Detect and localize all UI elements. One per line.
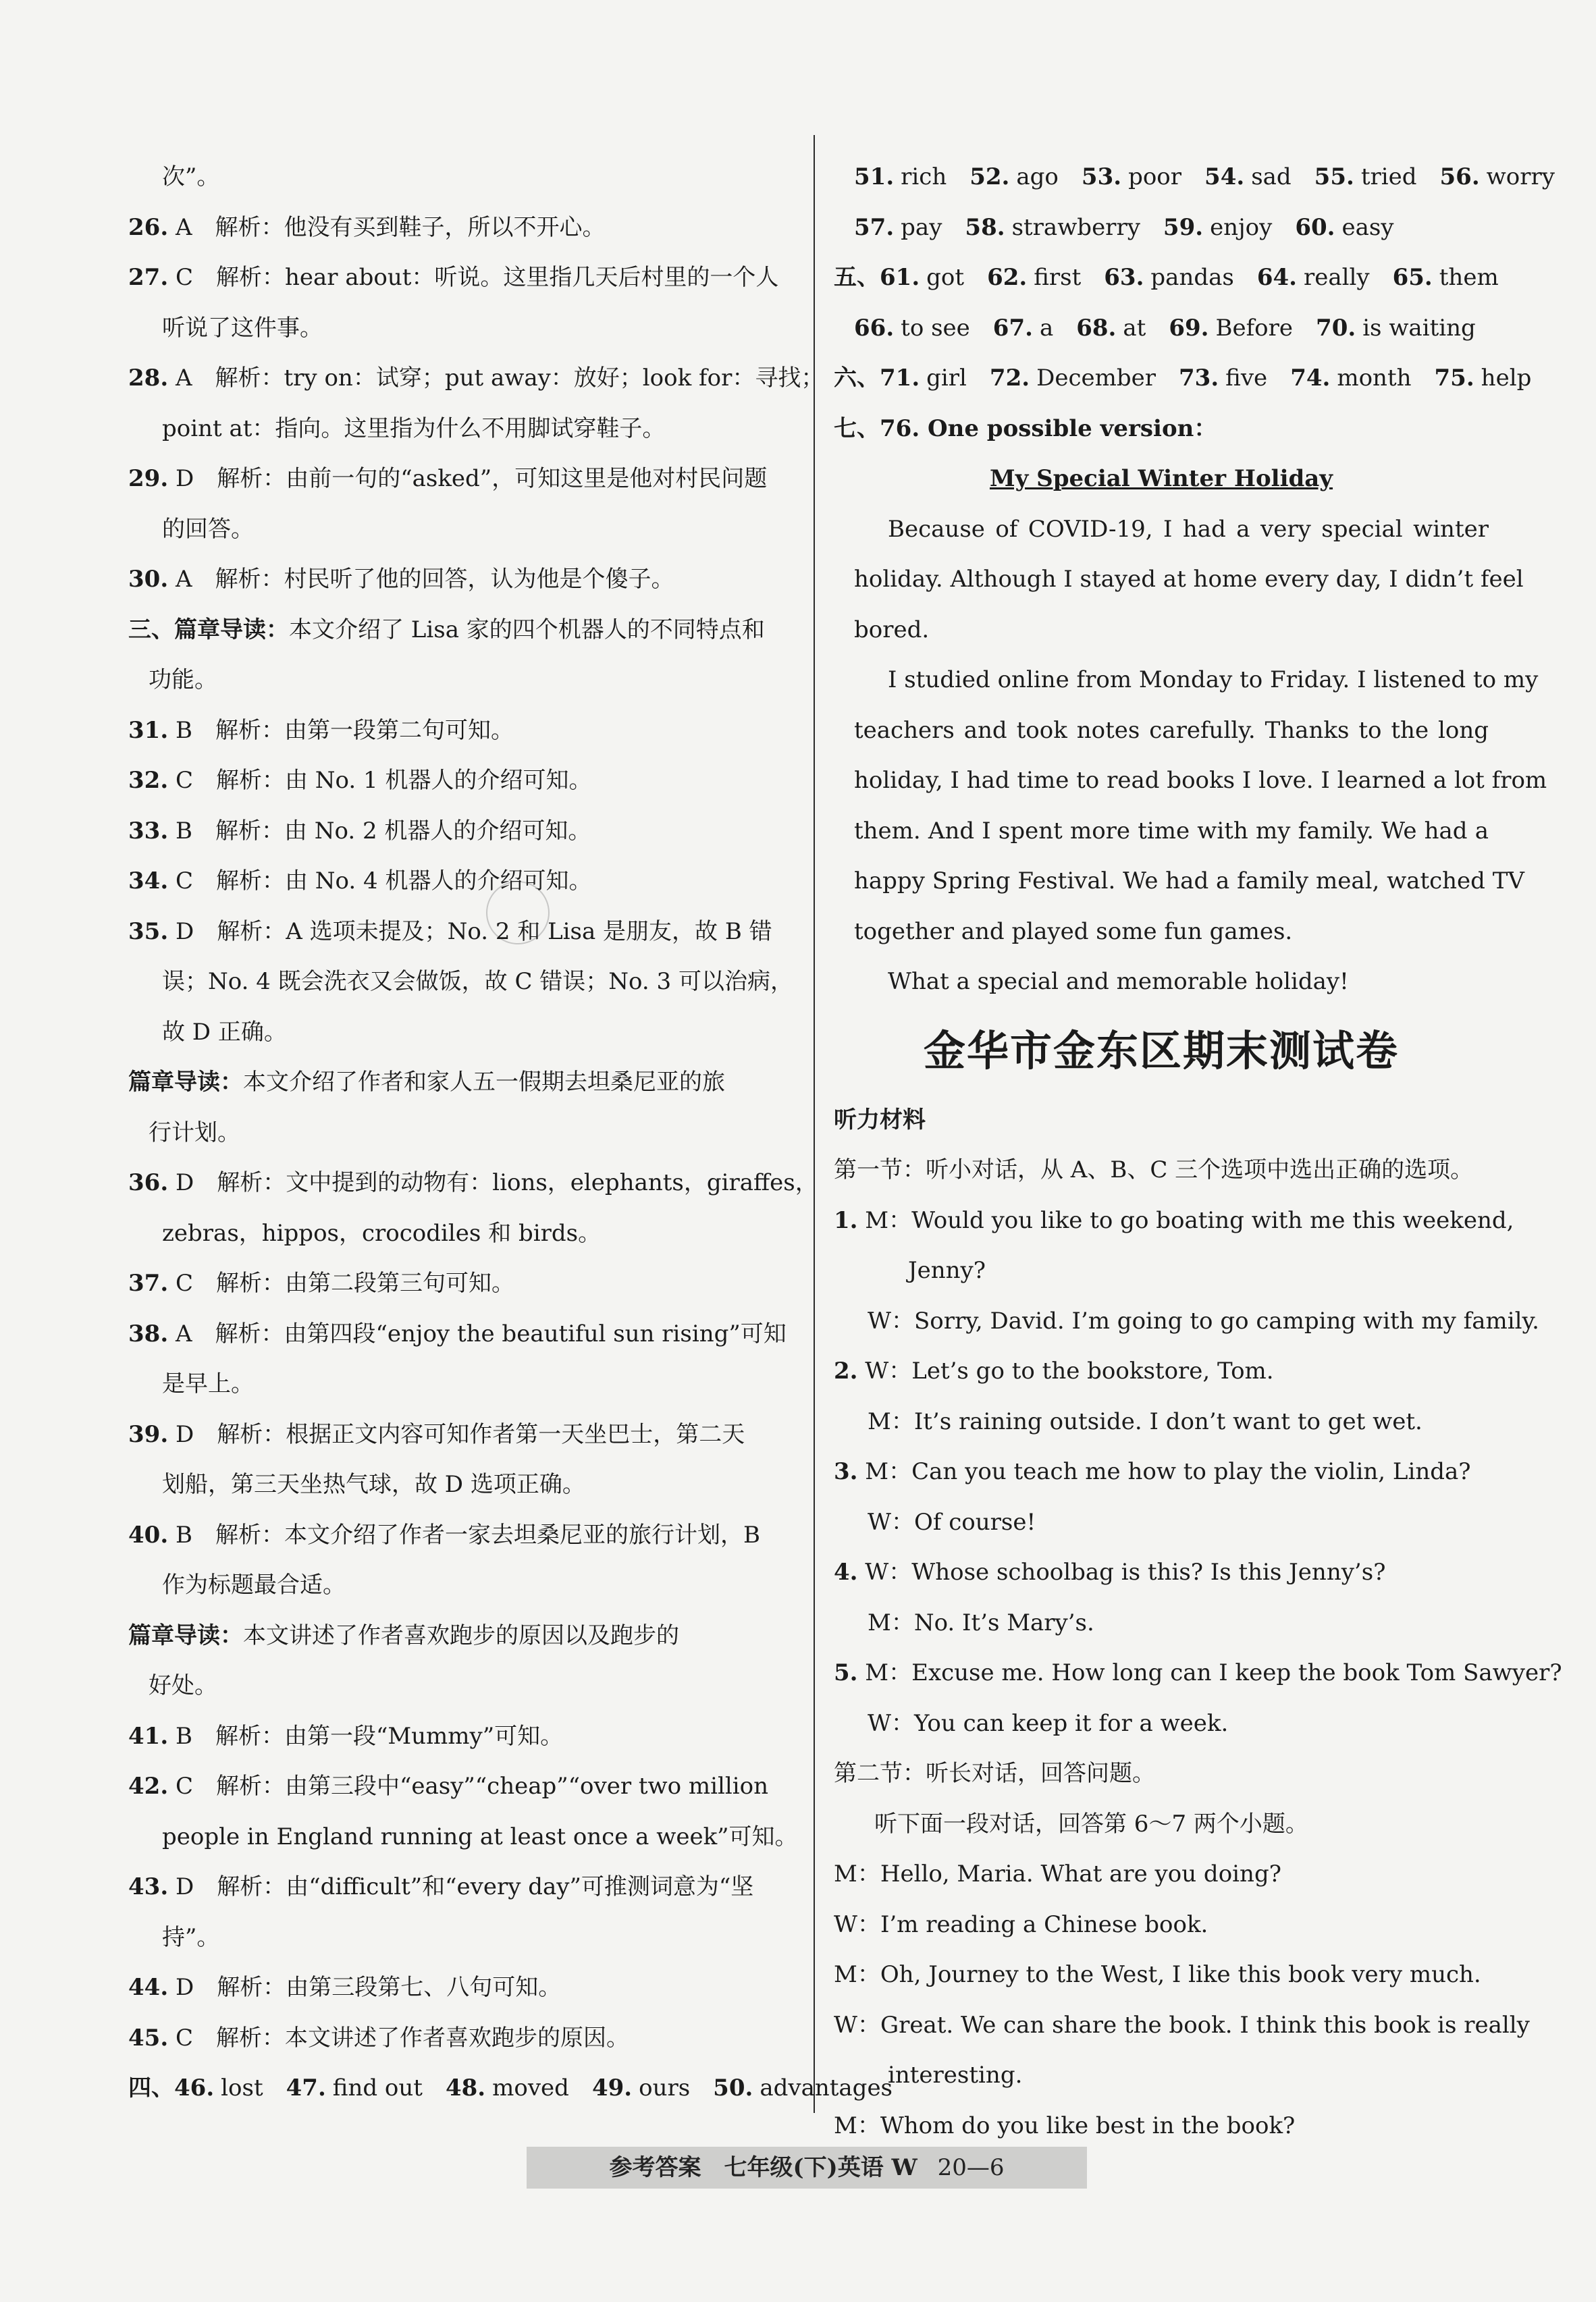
answer-line <box>834 1648 1562 1698</box>
text-line: M：Hello, Maria. What are you doing? <box>834 1861 1281 1888</box>
answer-word: rich <box>901 163 947 190</box>
answer-item <box>1316 315 1476 342</box>
section-label: 篇章导读： <box>128 1069 243 1096</box>
item-text: D 解析：由“difficult”和“every day”可推测词意为“坚 <box>168 1873 754 1900</box>
answer-item <box>1440 163 1555 190</box>
item-text: C 解析：hear about：听说。这里指几天后村里的一个人 <box>168 264 779 291</box>
answer-number: 63. <box>1104 264 1144 291</box>
item-text: B 解析：由 No. 2 机器人的介绍可知。 <box>168 817 591 845</box>
text-line: 听力材料 <box>834 1106 926 1133</box>
text-line: together and played some fun games. <box>854 917 1293 945</box>
answer-item <box>1290 365 1411 392</box>
answer-item <box>965 214 1140 241</box>
text-line: M：No. It’s Mary’s. <box>868 1609 1094 1636</box>
answer-item <box>446 2075 569 2102</box>
answer-row <box>128 2063 893 2114</box>
text-line: W：You can keep it for a week. <box>868 1709 1229 1737</box>
answer-word: Before <box>1215 314 1294 342</box>
answer-number: 49. <box>591 2075 633 2102</box>
item-number: 34. <box>128 867 169 894</box>
item-number: 31. <box>128 716 169 744</box>
item-text: C 解析：本文讲述了作者喜欢跑步的原因。 <box>168 2024 629 2052</box>
answer-line <box>128 353 824 404</box>
answer-number: 65. <box>1392 264 1433 291</box>
item-text: C 解析：由第三段中“easy”“cheap”“over two million <box>168 1773 769 1800</box>
item-number: 43. <box>128 1873 169 1900</box>
item-text: A 解析：村民听了他的回答，认为他是个傻子。 <box>168 566 674 593</box>
item-text: W：Let’s go to the bookstore, Tom. <box>857 1358 1274 1385</box>
item-number: 3. <box>834 1458 858 1485</box>
item-text: D 解析：由第三段第七、八句可知。 <box>168 1974 562 2001</box>
answer-number: 50. <box>713 2075 753 2102</box>
answer-word: at <box>1123 314 1146 342</box>
item-text: A 解析：他没有买到鞋子，所以不开心。 <box>168 213 606 241</box>
answer-word: moved <box>492 2075 569 2102</box>
answer-line <box>128 1258 793 1309</box>
text-line: holiday, I had time to read books I love. I learned a lot from <box>854 767 1547 794</box>
answer-item <box>854 315 970 342</box>
item-number: 5. <box>834 1659 858 1686</box>
section-text: 本文介绍了 Lisa 家的四个机器人的不同特点和 <box>289 616 765 643</box>
text-line: 听下面一段对话，回答第 6～7 两个小题。 <box>874 1810 1308 1838</box>
section-text: 本文讲述了作者喜欢跑步的原因以及跑步的 <box>243 1622 679 1649</box>
text-line: 持”。 <box>162 1923 220 1951</box>
answer-word: a <box>1039 314 1054 342</box>
answer-item <box>1435 365 1532 392</box>
answer-number: 62. <box>987 264 1028 291</box>
text-line: I studied online from Monday to Friday. I listened to my <box>888 666 1539 693</box>
answer-item <box>993 315 1053 342</box>
answer-item <box>1179 365 1267 392</box>
answer-item <box>1257 264 1370 291</box>
item-number: 1. <box>834 1206 858 1234</box>
answer-word: sad <box>1251 163 1292 190</box>
answer-line <box>834 1196 1514 1246</box>
item-text: C 解析：由第二段第三句可知。 <box>168 1270 514 1297</box>
answer-item <box>854 163 947 190</box>
answer-word: tried <box>1360 163 1417 190</box>
answer-row <box>834 152 1555 203</box>
item-number: 42. <box>128 1773 169 1800</box>
right-column <box>834 152 1562 2151</box>
answer-item <box>128 2075 263 2102</box>
answer-number: 66. <box>854 314 895 342</box>
item-text: B 解析：本文介绍了作者一家去坦桑尼亚的旅行计划，B <box>168 1521 760 1549</box>
item-text: C 解析：由 No. 1 机器人的介绍可知。 <box>168 767 592 794</box>
answer-item <box>286 2075 423 2102</box>
item-number: 32. <box>128 767 169 794</box>
section-intro <box>128 605 793 655</box>
answer-line <box>128 252 793 303</box>
text-line: bored. <box>854 616 930 643</box>
answer-item <box>1169 315 1293 342</box>
item-number: 41. <box>128 1722 169 1750</box>
answer-item <box>1104 264 1234 291</box>
section-label: 三、篇章导读： <box>128 616 289 643</box>
answer-line <box>128 1510 793 1561</box>
answer-word: five <box>1225 365 1268 392</box>
essay-title: My Special Winter Holiday <box>989 465 1333 492</box>
item-text: M：Excuse me. How long can I keep the book Tom Sawyer? <box>857 1659 1562 1686</box>
item-text: M：Can you teach me how to play the violin, Linda? <box>857 1458 1471 1485</box>
page-number: 20—6 <box>937 2154 1005 2181</box>
section-label: 篇章导读： <box>128 1622 243 1649</box>
text-line: 功能。 <box>149 666 217 693</box>
item-number: 4. <box>834 1559 858 1586</box>
item-number: 44. <box>128 1974 169 2001</box>
item-number: 30. <box>128 566 169 593</box>
text-line: 的回答。 <box>162 515 254 543</box>
item-text: D 解析：由前一句的“asked”，可知这里是他对村民问题 <box>168 465 768 492</box>
answer-number: 64. <box>1256 264 1297 291</box>
answer-number: 70. <box>1316 314 1356 342</box>
text-line: holiday. Although I stayed at home every day, I didn’t feel <box>854 566 1524 593</box>
answer-line <box>128 755 793 806</box>
answer-item <box>834 365 967 392</box>
footer-title: 参考答案 七年级(下)英语 W <box>609 2154 917 2181</box>
answer-item <box>1163 214 1272 241</box>
answer-item <box>1393 264 1499 291</box>
text-line: Jenny? <box>908 1257 986 1284</box>
text-line: M：It’s raining outside. I don’t want to get wet. <box>868 1408 1422 1435</box>
answer-line <box>128 907 793 957</box>
answer-number: 51. <box>854 163 895 190</box>
item-number: 26. <box>128 213 169 241</box>
answer-item <box>1204 163 1292 190</box>
answer-item <box>987 264 1081 291</box>
item-number: 39. <box>128 1420 169 1448</box>
answer-row <box>834 353 1532 404</box>
item-number: 45. <box>128 2024 169 2052</box>
answer-row <box>834 252 1499 303</box>
answer-line <box>834 1346 1489 1397</box>
text-line: W：Of course! <box>868 1508 1036 1536</box>
answer-word: advantages <box>760 2075 893 2102</box>
answer-number: 72. <box>989 365 1030 392</box>
answer-item <box>990 365 1156 392</box>
answer-number: 五、61. <box>834 264 920 291</box>
text-line: 第一节：听小对话，从 A、B、C 三个选项中选出正确的选项。 <box>834 1156 1474 1183</box>
answer-number: 54. <box>1204 163 1245 190</box>
text-line: What a special and memorable holiday! <box>888 968 1349 995</box>
item-text: W：Whose schoolbag is this? Is this Jenny’s? <box>857 1559 1386 1586</box>
answer-number: 60. <box>1295 213 1335 241</box>
answer-item <box>1314 163 1417 190</box>
answer-word: pay <box>901 213 942 241</box>
answer-word: find out <box>332 2075 423 2102</box>
answer-word: enjoy <box>1210 213 1273 241</box>
text-line: 次”。 <box>162 163 220 190</box>
item-number: 37. <box>128 1270 169 1297</box>
answer-number: 53. <box>1081 163 1122 190</box>
item-number: 35. <box>128 917 169 945</box>
answer-item <box>854 214 942 241</box>
answer-number: 六、71. <box>834 365 920 392</box>
answer-number: 69. <box>1169 314 1209 342</box>
text-line: 是早上。 <box>162 1370 254 1397</box>
answer-number: 67. <box>992 314 1033 342</box>
answer-number: 57. <box>854 213 895 241</box>
item-number: 38. <box>128 1320 169 1347</box>
answer-item <box>1082 163 1181 190</box>
answer-line <box>128 2013 793 2064</box>
text-line: W：Sorry, David. I’m going to go camping with my family. <box>868 1307 1539 1335</box>
text-line: happy Spring Festival. We had a family meal, watched TV <box>854 867 1524 894</box>
answer-item <box>1076 315 1146 342</box>
answer-number: 58. <box>965 213 1005 241</box>
item-number: 36. <box>128 1169 169 1196</box>
answer-word: lost <box>221 2075 263 2102</box>
answer-line <box>128 1761 793 1812</box>
answer-line <box>128 1711 793 1762</box>
answer-number: 47. <box>286 2075 326 2102</box>
answer-line <box>128 705 793 756</box>
answer-word: got <box>926 264 965 291</box>
text-line: people in England running at least once a week”可知。 <box>162 1823 798 1850</box>
answer-item <box>834 264 964 291</box>
answer-word: really <box>1304 264 1370 291</box>
text-line: zebras，hippos，crocodiles 和 birds。 <box>162 1219 602 1247</box>
item-number: 27. <box>128 264 169 291</box>
answer-word: is waiting <box>1362 314 1476 342</box>
text-line: W：Great. We can share the book. I think this book is really <box>834 2011 1530 2039</box>
item-text: D 解析：文中提到的动物有：lions，elephants，giraffes， <box>168 1169 818 1196</box>
answer-line <box>128 1862 793 1912</box>
item-number: 40. <box>128 1521 169 1549</box>
section-intro <box>128 1611 793 1661</box>
answer-line <box>834 1547 1489 1598</box>
text-line: M：Whom do you like best in the book? <box>834 2112 1296 2139</box>
item-text: D 解析：根据正文内容可知作者第一天坐巴士，第二天 <box>168 1420 745 1448</box>
answer-line <box>128 856 793 907</box>
item-text: B 解析：由第一段第二句可知。 <box>168 716 514 744</box>
answer-line <box>128 1962 793 2013</box>
text-line: Because of COVID-19, I had a very special winter <box>888 515 1489 543</box>
answer-word: girl <box>926 365 967 392</box>
answer-line <box>128 554 793 605</box>
answer-number: 四、46. <box>128 2075 215 2102</box>
answer-line <box>128 1309 793 1360</box>
answer-word: ours <box>639 2075 691 2102</box>
text-line: 第二节：听长对话，回答问题。 <box>834 1760 1155 1787</box>
text-line: interesting. <box>888 2062 1023 2089</box>
answer-line <box>128 806 793 857</box>
item-number: 2. <box>834 1358 858 1385</box>
text-line: 故 D 正确。 <box>162 1018 287 1046</box>
answer-word: to see <box>901 314 970 342</box>
answer-number: 55. <box>1314 163 1354 190</box>
text-line: point at：指向。这里指为什么不用脚试穿鞋子。 <box>162 414 666 442</box>
answer-word: pandas <box>1150 264 1234 291</box>
answer-line <box>128 1410 793 1460</box>
text-line: 作为标题最合适。 <box>162 1572 346 1599</box>
text-line: 好处。 <box>149 1672 217 1699</box>
answer-number: 52. <box>969 163 1010 190</box>
answer-number: 59. <box>1163 213 1204 241</box>
item-text: A 解析：由第四段“enjoy the beautiful sun rising”可知 <box>168 1320 787 1347</box>
item-text: D 解析：A 选项未提及；No. 2 和 Lisa 是朋友，故 B 错 <box>168 917 772 945</box>
section-intro <box>128 1057 793 1108</box>
answer-line <box>128 1158 818 1208</box>
text-line: them. And I spent more time with my family. We had a <box>854 817 1489 845</box>
answer-word: easy <box>1341 213 1394 241</box>
answer-number: 73. <box>1179 365 1219 392</box>
answer-word: December <box>1036 365 1156 392</box>
answer-word: ago <box>1016 163 1059 190</box>
answer-word: poor <box>1128 163 1182 190</box>
answer-word: them <box>1439 264 1499 291</box>
answer-word: first <box>1034 264 1082 291</box>
section-title: 金华市金东区期末测试卷 <box>923 1025 1399 1075</box>
answer-number: 68. <box>1076 314 1117 342</box>
text-line: 误；No. 4 既会洗衣又会做饭，故 C 错误；No. 3 可以治病， <box>162 968 793 995</box>
text-line: 划船，第三天坐热气球，故 D 选项正确。 <box>162 1471 585 1498</box>
answer-item <box>592 2075 690 2102</box>
text-line: 听说了这件事。 <box>162 314 323 342</box>
answer-line <box>834 1447 1489 1497</box>
answer-row <box>834 203 1489 253</box>
answer-word: help <box>1481 365 1532 392</box>
answer-word: strawberry <box>1011 213 1140 241</box>
answer-number: 48. <box>445 2075 486 2102</box>
text-line: 七、76. One possible version： <box>834 414 1217 442</box>
text-line: teachers and took notes carefully. Thanks to the long <box>854 716 1489 744</box>
answer-item <box>1295 214 1393 241</box>
text-line: W：I’m reading a Chinese book. <box>834 1910 1208 1938</box>
answer-row <box>834 303 1489 354</box>
answer-word: worry <box>1486 163 1555 190</box>
answer-line <box>128 454 793 504</box>
column-divider <box>814 135 815 2113</box>
answer-word: month <box>1337 365 1412 392</box>
section-text: 本文介绍了作者和家人五一假期去坦桑尼亚的旅 <box>243 1069 725 1096</box>
answer-number: 74. <box>1290 365 1331 392</box>
item-text: C 解析：由 No. 4 机器人的介绍可知。 <box>168 867 592 894</box>
text-line: M：Oh, Journey to the West, I like this book very much. <box>834 1961 1481 1988</box>
answer-number: 56. <box>1439 163 1480 190</box>
item-text: M：Would you like to go boating with me this weekend, <box>857 1206 1514 1234</box>
item-number: 29. <box>128 465 169 492</box>
page-footer <box>527 2147 1087 2189</box>
item-text: A 解析：try on：试穿；put away：放好；look for：寻找； <box>168 365 824 392</box>
item-text: B 解析：由第一段“Mummy”可知。 <box>168 1722 564 1750</box>
item-number: 33. <box>128 817 169 845</box>
answer-line <box>128 203 793 253</box>
item-number: 28. <box>128 365 169 392</box>
answer-item <box>969 163 1059 190</box>
answer-number: 75. <box>1434 365 1474 392</box>
text-line: 行计划。 <box>149 1119 240 1146</box>
